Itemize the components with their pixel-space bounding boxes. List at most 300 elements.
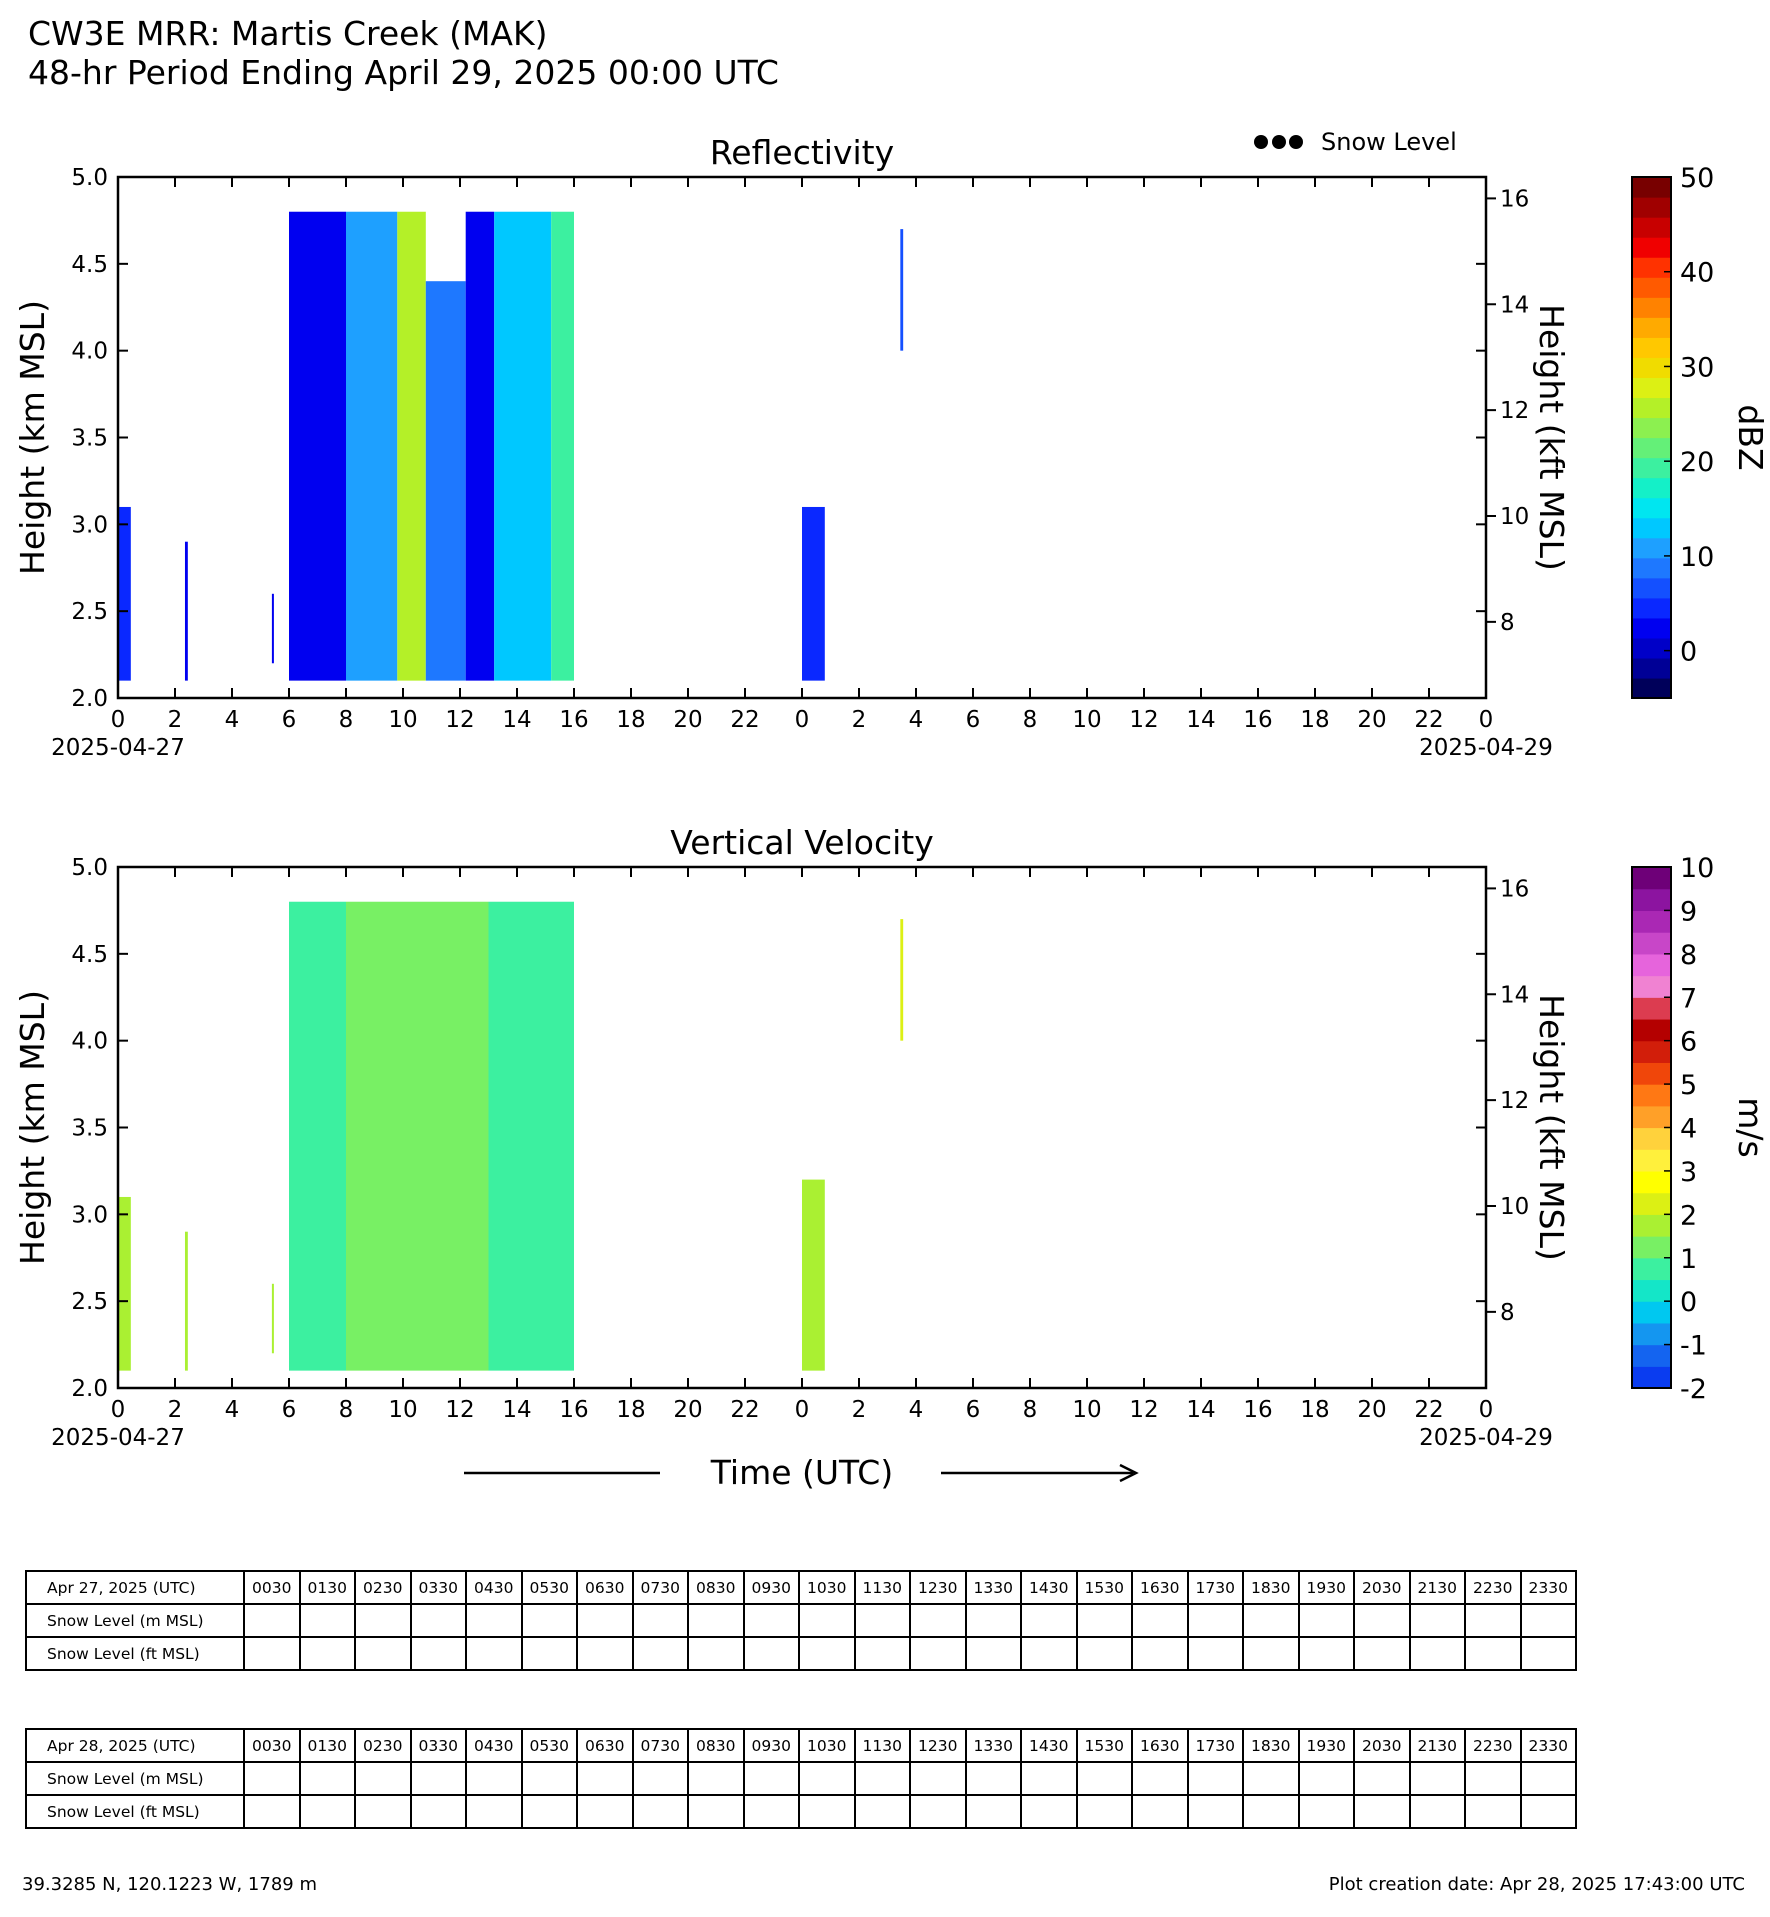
table-cell <box>1243 1795 1299 1828</box>
colorbar-tick-label: 6 <box>1680 1026 1698 1058</box>
table-cell <box>1299 1604 1355 1637</box>
table-time-header: 1930 <box>1299 1571 1355 1604</box>
data-cell <box>802 507 825 681</box>
table-cell <box>688 1604 744 1637</box>
table-time-header: 0830 <box>688 1729 744 1762</box>
table-time-header: 0030 <box>244 1729 300 1762</box>
colorbar-swatch <box>1632 889 1671 911</box>
colorbar-swatch <box>1632 1323 1671 1345</box>
table-cell <box>910 1795 966 1828</box>
station-location: 39.3285 N, 120.1223 W, 1789 m <box>22 1874 317 1895</box>
time-axis-label: Time (UTC) <box>710 1453 894 1492</box>
colorbar-tick-label: 40 <box>1680 257 1715 289</box>
data-cell <box>272 1284 274 1353</box>
colorbar-swatch <box>1632 558 1671 579</box>
colorbar-swatch <box>1632 297 1671 318</box>
colorbar-swatch <box>1632 1041 1671 1063</box>
table-cell <box>1465 1762 1521 1795</box>
x-tick-label: 12 <box>1129 1397 1159 1423</box>
table-cell <box>1021 1762 1077 1795</box>
colorbar-swatch <box>1632 1193 1671 1215</box>
x-start-date: 2025-04-27 <box>51 735 185 761</box>
table-cell <box>466 1762 522 1795</box>
table-row <box>26 1637 1576 1670</box>
table-cell <box>244 1604 300 1637</box>
table-cell <box>633 1604 689 1637</box>
colorbar-swatch <box>1632 197 1671 218</box>
y-axis-label-left: Height (km MSL) <box>13 990 52 1265</box>
table-time-header: 1630 <box>1132 1729 1188 1762</box>
table-time-header: 1530 <box>1077 1729 1133 1762</box>
x-start-date: 2025-04-27 <box>51 1425 185 1451</box>
y-tick-label: 3.5 <box>71 1115 108 1142</box>
table-cell <box>244 1637 300 1670</box>
x-tick-label: 4 <box>908 707 924 733</box>
snow-level-marker-icon <box>1272 135 1286 149</box>
colorbar-tick-label: 10 <box>1680 541 1715 573</box>
table-time-header: 0430 <box>466 1729 522 1762</box>
x-tick-label: 0 <box>110 1397 126 1423</box>
table-cell <box>577 1762 633 1795</box>
data-cell <box>900 229 903 351</box>
y-axis-label-right: Height (kft MSL) <box>1532 304 1571 571</box>
x-tick-label: 20 <box>673 1397 703 1423</box>
x-tick-label: 12 <box>445 1397 475 1423</box>
x-tick-label: 20 <box>1357 1397 1387 1423</box>
colorbar-swatch <box>1632 1128 1671 1150</box>
table-time-header: 0130 <box>300 1571 356 1604</box>
colorbar-swatch <box>1632 1084 1671 1106</box>
data-cell <box>185 1232 188 1371</box>
table-cell <box>1465 1637 1521 1670</box>
colorbar-tick-label: 1 <box>1680 1243 1698 1275</box>
y-right-tick-label: 10 <box>1500 503 1530 530</box>
snow-level-marker-icon <box>1254 135 1268 149</box>
data-cell <box>426 281 466 680</box>
panel-title: Vertical Velocity <box>670 823 934 862</box>
y-axis-label-left: Height (km MSL) <box>13 300 52 575</box>
table-time-header: 0730 <box>633 1571 689 1604</box>
x-tick-label: 10 <box>388 1397 418 1423</box>
table-cell <box>577 1604 633 1637</box>
table-cell <box>799 1637 855 1670</box>
x-tick-label: 22 <box>730 707 760 733</box>
data-cell <box>900 919 903 1041</box>
colorbar-swatch <box>1632 1258 1671 1280</box>
table-time-header: 2130 <box>1410 1571 1466 1604</box>
x-tick-label: 6 <box>965 707 981 733</box>
colorbar-swatch <box>1632 498 1671 519</box>
table-row <box>26 1762 1576 1795</box>
data-cell <box>551 212 574 681</box>
table-time-header: 0230 <box>355 1571 411 1604</box>
table-date-label: Apr 28, 2025 (UTC) <box>26 1729 244 1762</box>
table-cell <box>1521 1637 1577 1670</box>
table-cell <box>1077 1604 1133 1637</box>
table-cell <box>1188 1795 1244 1828</box>
table-cell <box>910 1637 966 1670</box>
y-tick-label: 4.5 <box>71 251 108 278</box>
table-cell <box>1354 1604 1410 1637</box>
x-tick-label: 16 <box>1243 707 1273 733</box>
table-cell <box>744 1762 800 1795</box>
colorbar-label: m/s <box>1731 1097 1770 1158</box>
table-time-header: 0930 <box>744 1571 800 1604</box>
y-right-tick-label: 8 <box>1500 1299 1515 1326</box>
colorbar-swatch <box>1632 518 1671 539</box>
table-cell <box>1188 1604 1244 1637</box>
colorbar-swatch <box>1632 1019 1671 1041</box>
x-tick-label: 20 <box>673 707 703 733</box>
y-tick-label: 3.0 <box>71 512 108 539</box>
data-cell <box>494 212 551 681</box>
colorbar-swatch <box>1632 257 1671 278</box>
y-right-tick-label: 16 <box>1500 186 1530 213</box>
x-tick-label: 12 <box>445 707 475 733</box>
plot-creation-date: Plot creation date: Apr 28, 2025 17:43:00 UTC <box>1328 1874 1745 1895</box>
table-cell <box>633 1762 689 1795</box>
table-cell <box>1299 1637 1355 1670</box>
colorbar-swatch <box>1632 618 1671 639</box>
table-cell <box>522 1762 578 1795</box>
x-tick-label: 0 <box>794 1397 810 1423</box>
table-cell <box>355 1795 411 1828</box>
table-cell <box>244 1795 300 1828</box>
table-cell <box>1410 1795 1466 1828</box>
table-cell <box>466 1795 522 1828</box>
colorbar-swatch <box>1632 397 1671 418</box>
colorbar-swatch <box>1632 910 1671 932</box>
y-right-tick-label: 14 <box>1500 982 1530 1009</box>
x-tick-label: 18 <box>1300 1397 1330 1423</box>
colorbar-tick-label: 7 <box>1680 983 1698 1015</box>
x-tick-label: 8 <box>1022 707 1038 733</box>
colorbar-swatch <box>1632 976 1671 998</box>
y-right-tick-label: 8 <box>1500 609 1515 636</box>
colorbar-tick-label: 4 <box>1680 1113 1698 1145</box>
table-cell <box>411 1604 467 1637</box>
x-tick-label: 18 <box>616 1397 646 1423</box>
colorbar-swatch <box>1632 1236 1671 1258</box>
x-tick-label: 6 <box>281 707 297 733</box>
legend-label: Snow Level <box>1321 128 1457 156</box>
table-cell <box>910 1604 966 1637</box>
y-right-tick-label: 12 <box>1500 1088 1530 1115</box>
table-cell <box>744 1604 800 1637</box>
y-tick-label: 2.5 <box>71 599 108 626</box>
colorbar-swatch <box>1632 337 1671 358</box>
table-header-row <box>26 1729 1576 1762</box>
y-tick-label: 4.0 <box>71 338 108 365</box>
data-cell <box>118 1197 131 1371</box>
table-time-header: 1130 <box>855 1729 911 1762</box>
table-time-header: 0030 <box>244 1571 300 1604</box>
table-cell <box>1299 1762 1355 1795</box>
table-cell <box>411 1637 467 1670</box>
table-time-header: 2330 <box>1521 1729 1577 1762</box>
colorbar-swatch <box>1632 932 1671 954</box>
table-cell <box>966 1604 1022 1637</box>
table-time-header: 1730 <box>1188 1571 1244 1604</box>
x-tick-label: 14 <box>502 707 532 733</box>
table-time-header: 2030 <box>1354 1571 1410 1604</box>
data-cell <box>802 1180 825 1371</box>
table-cell <box>633 1637 689 1670</box>
snow-level-table-apr27 <box>25 1570 1577 1671</box>
table-cell <box>300 1762 356 1795</box>
y-right-tick-label: 12 <box>1500 398 1530 425</box>
table-cell <box>1521 1604 1577 1637</box>
x-tick-label: 10 <box>1072 1397 1102 1423</box>
table-cell <box>355 1762 411 1795</box>
table-cell <box>244 1762 300 1795</box>
colorbar-swatch <box>1632 1149 1671 1171</box>
x-tick-label: 22 <box>1414 707 1444 733</box>
colorbar-swatch <box>1632 598 1671 619</box>
table-cell <box>1410 1762 1466 1795</box>
table-time-header: 0630 <box>577 1729 633 1762</box>
table-cell <box>688 1795 744 1828</box>
colorbar-swatch <box>1632 997 1671 1019</box>
data-cell <box>489 902 575 1371</box>
table-cell <box>855 1604 911 1637</box>
colorbar-swatch <box>1632 658 1671 679</box>
table-cell <box>855 1795 911 1828</box>
x-end-date: 2025-04-29 <box>1419 735 1553 761</box>
colorbar-tick-label: 3 <box>1680 1156 1698 1188</box>
table-cell <box>577 1795 633 1828</box>
snow-level-table-apr28 <box>25 1728 1577 1829</box>
table-cell <box>1465 1795 1521 1828</box>
snow-level-marker-icon <box>1289 135 1303 149</box>
colorbar-swatch <box>1632 578 1671 599</box>
table-time-header: 2130 <box>1410 1729 1466 1762</box>
y-axis-label-right: Height (kft MSL) <box>1532 994 1571 1261</box>
table-time-header: 1030 <box>799 1729 855 1762</box>
x-tick-label: 10 <box>388 707 418 733</box>
table-cell <box>1077 1795 1133 1828</box>
table-time-header: 2330 <box>1521 1571 1577 1604</box>
y-right-tick-label: 16 <box>1500 876 1530 903</box>
table-cell <box>744 1637 800 1670</box>
table-time-header: 1630 <box>1132 1571 1188 1604</box>
colorbar-swatch <box>1632 1345 1671 1367</box>
table-cell <box>1243 1604 1299 1637</box>
x-tick-label: 22 <box>730 1397 760 1423</box>
table-time-header: 1730 <box>1188 1729 1244 1762</box>
x-tick-label: 4 <box>224 1397 240 1423</box>
table-row <box>26 1604 1576 1637</box>
table-time-header: 0130 <box>300 1729 356 1762</box>
colorbar-tick-label: 5 <box>1680 1070 1698 1102</box>
x-tick-label: 18 <box>616 707 646 733</box>
table-cell <box>966 1795 1022 1828</box>
data-cell <box>397 212 426 681</box>
table-cell <box>1243 1637 1299 1670</box>
x-tick-label: 16 <box>559 1397 589 1423</box>
colorbar-swatch <box>1632 1171 1671 1193</box>
table-cell <box>855 1762 911 1795</box>
x-tick-label: 14 <box>502 1397 532 1423</box>
table-cell <box>744 1795 800 1828</box>
y-tick-label: 2.0 <box>71 686 108 712</box>
x-tick-label: 8 <box>1022 1397 1038 1423</box>
table-cell <box>799 1604 855 1637</box>
table-cell <box>1132 1637 1188 1670</box>
table-cell <box>633 1795 689 1828</box>
table-time-header: 0230 <box>355 1729 411 1762</box>
colorbar-swatch <box>1632 954 1671 976</box>
x-tick-label: 8 <box>338 707 354 733</box>
table-cell <box>300 1795 356 1828</box>
table-cell <box>966 1637 1022 1670</box>
table-time-header: 1930 <box>1299 1729 1355 1762</box>
y-right-tick-label: 10 <box>1500 1193 1530 1220</box>
x-tick-label: 10 <box>1072 707 1102 733</box>
x-tick-label: 16 <box>1243 1397 1273 1423</box>
table-time-header: 1230 <box>910 1729 966 1762</box>
table-cell <box>1410 1637 1466 1670</box>
table-row-label: Snow Level (m MSL) <box>26 1762 244 1795</box>
table-date-label: Apr 27, 2025 (UTC) <box>26 1571 244 1604</box>
colorbar-tick-label: 0 <box>1680 636 1698 668</box>
data-cell <box>346 212 397 681</box>
x-tick-label: 0 <box>794 707 810 733</box>
y-tick-label: 4.5 <box>71 941 108 968</box>
table-row-label: Snow Level (ft MSL) <box>26 1637 244 1670</box>
colorbar-swatch <box>1632 217 1671 238</box>
y-tick-label: 3.5 <box>71 425 108 452</box>
colorbar-swatch <box>1632 867 1671 889</box>
x-end-date: 2025-04-29 <box>1419 1425 1553 1451</box>
table-time-header: 0930 <box>744 1729 800 1762</box>
panel-title: Reflectivity <box>709 133 895 172</box>
colorbar-tick-label: 2 <box>1680 1200 1698 1232</box>
colorbar-swatch <box>1632 1062 1671 1084</box>
table-row <box>26 1795 1576 1828</box>
x-tick-label: 0 <box>110 707 126 733</box>
x-tick-label: 2 <box>167 707 183 733</box>
y-tick-label: 5.0 <box>71 855 108 881</box>
table-time-header: 1430 <box>1021 1729 1077 1762</box>
table-cell <box>799 1762 855 1795</box>
table-time-header: 1130 <box>855 1571 911 1604</box>
colorbar-swatch <box>1632 1279 1671 1301</box>
x-tick-label: 14 <box>1186 707 1216 733</box>
colorbar-swatch <box>1632 438 1671 459</box>
table-cell <box>466 1604 522 1637</box>
table-cell <box>1354 1795 1410 1828</box>
table-cell <box>355 1604 411 1637</box>
colorbar-swatch <box>1632 237 1671 258</box>
colorbar-tick-label: -2 <box>1680 1374 1707 1405</box>
colorbar-swatch <box>1632 478 1671 499</box>
table-time-header: 0630 <box>577 1571 633 1604</box>
table-cell <box>1132 1762 1188 1795</box>
table-cell <box>522 1604 578 1637</box>
x-tick-label: 18 <box>1300 707 1330 733</box>
colorbar-swatch <box>1632 177 1671 198</box>
x-tick-label: 6 <box>965 1397 981 1423</box>
colorbar-swatch <box>1632 277 1671 298</box>
table-time-header: 1530 <box>1077 1571 1133 1604</box>
table-cell <box>799 1795 855 1828</box>
table-cell <box>910 1762 966 1795</box>
table-cell <box>577 1637 633 1670</box>
table-time-header: 0830 <box>688 1571 744 1604</box>
table-cell <box>1354 1762 1410 1795</box>
colorbar-swatch <box>1632 377 1671 398</box>
colorbar-tick-label: 8 <box>1680 939 1698 971</box>
x-tick-label: 4 <box>908 1397 924 1423</box>
table-cell <box>688 1637 744 1670</box>
table-cell <box>1521 1795 1577 1828</box>
table-cell <box>1299 1795 1355 1828</box>
table-cell <box>1243 1762 1299 1795</box>
table-cell <box>300 1637 356 1670</box>
colorbar-swatch <box>1632 1214 1671 1236</box>
table-cell <box>1354 1637 1410 1670</box>
table-cell <box>411 1795 467 1828</box>
colorbar-tick-label: 9 <box>1680 896 1698 928</box>
table-cell <box>1077 1637 1133 1670</box>
x-tick-label: 16 <box>559 707 589 733</box>
data-cell <box>118 507 131 681</box>
table-cell <box>411 1762 467 1795</box>
table-time-header: 1830 <box>1243 1571 1299 1604</box>
table-cell <box>466 1637 522 1670</box>
table-cell <box>1521 1762 1577 1795</box>
plot-title-line1: CW3E MRR: Martis Creek (MAK) <box>28 14 548 53</box>
table-time-header: 1330 <box>966 1571 1022 1604</box>
table-cell <box>522 1795 578 1828</box>
x-tick-label: 14 <box>1186 1397 1216 1423</box>
colorbar-swatch <box>1632 678 1671 699</box>
x-tick-label: 20 <box>1357 707 1387 733</box>
colorbar-swatch <box>1632 1106 1671 1128</box>
colorbar-swatch <box>1632 317 1671 338</box>
data-cell <box>185 542 188 681</box>
table-cell <box>1021 1795 1077 1828</box>
colorbar-swatch <box>1632 1301 1671 1323</box>
table-cell <box>300 1604 356 1637</box>
colorbar-swatch <box>1632 357 1671 378</box>
table-cell <box>1132 1795 1188 1828</box>
table-time-header: 1430 <box>1021 1571 1077 1604</box>
x-tick-label: 12 <box>1129 707 1159 733</box>
colorbar-tick-label: -1 <box>1680 1330 1707 1362</box>
table-cell <box>355 1637 411 1670</box>
table-cell <box>1188 1762 1244 1795</box>
y-tick-label: 2.5 <box>71 1289 108 1316</box>
table-row-label: Snow Level (ft MSL) <box>26 1795 244 1828</box>
table-time-header: 1030 <box>799 1571 855 1604</box>
plot-title-line2: 48-hr Period Ending April 29, 2025 00:00 UTC <box>28 53 779 92</box>
x-tick-label: 2 <box>167 1397 183 1423</box>
table-cell <box>522 1637 578 1670</box>
table-time-header: 0530 <box>522 1571 578 1604</box>
table-cell <box>1188 1637 1244 1670</box>
table-time-header: 1330 <box>966 1729 1022 1762</box>
table-time-header: 0530 <box>522 1729 578 1762</box>
colorbar-swatch <box>1632 1366 1671 1388</box>
table-cell <box>1465 1604 1521 1637</box>
colorbar-swatch <box>1632 417 1671 438</box>
y-tick-label: 3.0 <box>71 1202 108 1229</box>
x-tick-label: 6 <box>281 1397 297 1423</box>
table-time-header: 0330 <box>411 1571 467 1604</box>
colorbar-tick-label: 30 <box>1680 352 1715 384</box>
